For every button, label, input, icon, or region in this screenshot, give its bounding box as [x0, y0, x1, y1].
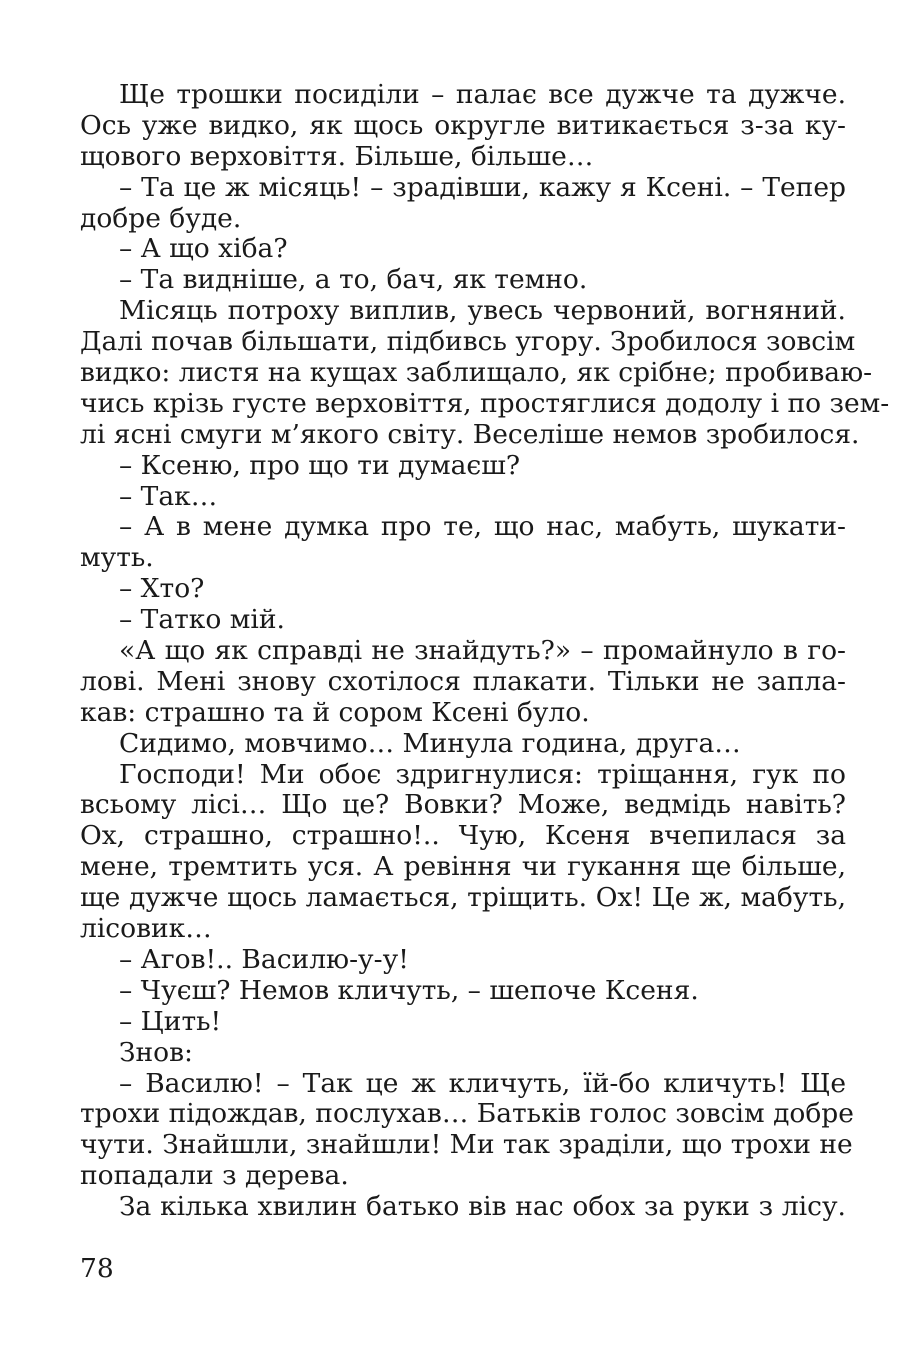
- text-line: всьому лісі… Що це? Вовки? Може, ведмідь навіть?: [80, 789, 846, 821]
- text-line: – Ксеню, про що ти думаєш?: [119, 449, 521, 481]
- text-line: Місяць потроху виплив, увесь червоний, вогняний.: [119, 295, 846, 327]
- text-line: – Так…: [119, 480, 218, 512]
- text-line: – Та це ж місяць! – зрадівши, кажу я Ксені. – Тепер: [119, 171, 846, 203]
- text-line: лі ясні смуги м’якого світу. Веселіше немов зробилося.: [80, 418, 860, 450]
- text-line: За кілька хвилин батько вів нас обох за руки з лісу.: [119, 1191, 846, 1223]
- page-body-text: [80, 79, 890, 1223]
- text-line: – Василю! – Так це ж кличуть, їй-бо кличуть! Ще: [119, 1067, 846, 1099]
- text-line: – Агов!.. Василю-у-у!: [119, 943, 409, 975]
- text-line: видко: листя на кущах заблищало, як срібне; пробиваю-: [80, 357, 873, 389]
- text-line: – Татко мій.: [119, 604, 285, 636]
- text-line: – А в мене думка про те, що нас, мабуть, шукати-: [119, 511, 846, 543]
- text-line: Ще трошки посиділи – палає все дужче та дужче.: [119, 79, 846, 110]
- text-line: лісовик…: [80, 913, 212, 945]
- text-line: лові. Мені знову схотілося плакати. Тільки не запла-: [80, 665, 846, 697]
- text-line: Ось уже видко, як щось округле витикається з-за ку-: [80, 109, 846, 141]
- text-line: щового верховіття. Більше, більше…: [80, 140, 594, 172]
- text-line: – Та видніше, а то, бач, як темно.: [119, 264, 588, 296]
- text-line: – Хто?: [119, 573, 205, 605]
- text-line: трохи підождав, послухав… Батьків голос зовсім добре: [80, 1098, 854, 1130]
- text-line: Далі почав більшати, підбивсь угору. Зробилося зовсім: [80, 326, 856, 358]
- text-line: Знов:: [119, 1036, 193, 1068]
- text-line: ще дужче щось ламається, тріщить. Ох! Це ж, мабуть,: [80, 882, 846, 914]
- page-number: 78: [80, 1253, 114, 1284]
- text-line: «А що як справді не знайдуть?» – промайнуло в го-: [119, 635, 846, 667]
- text-line: – А що хіба?: [119, 233, 288, 265]
- text-line: чись крізь густе верховіття, простяглися додолу і по зем-: [80, 387, 890, 419]
- text-line: чути. Знайшли, знайшли! Ми так зраділи, що трохи не: [80, 1129, 853, 1161]
- text-line: Господи! Ми обоє здригнулися: тріщання, гук по: [119, 758, 846, 790]
- text-line: добре буде.: [80, 202, 242, 234]
- text-line: Сидимо, мовчимо… Минула година, друга…: [119, 727, 741, 759]
- text-line: Ох, страшно, страшно!.. Чую, Ксеня вчепилася за: [80, 820, 846, 852]
- text-line: – Чуєш? Немов кличуть, – шепоче Ксеня.: [119, 974, 699, 1006]
- text-line: кав: страшно та й сором Ксені було.: [80, 696, 590, 728]
- text-line: мене, тремтить уся. А ревіння чи гукання ще більше,: [80, 851, 846, 883]
- text-line: муть.: [80, 542, 154, 574]
- text-line: – Цить!: [119, 1005, 222, 1037]
- text-line: попадали з дерева.: [80, 1160, 349, 1192]
